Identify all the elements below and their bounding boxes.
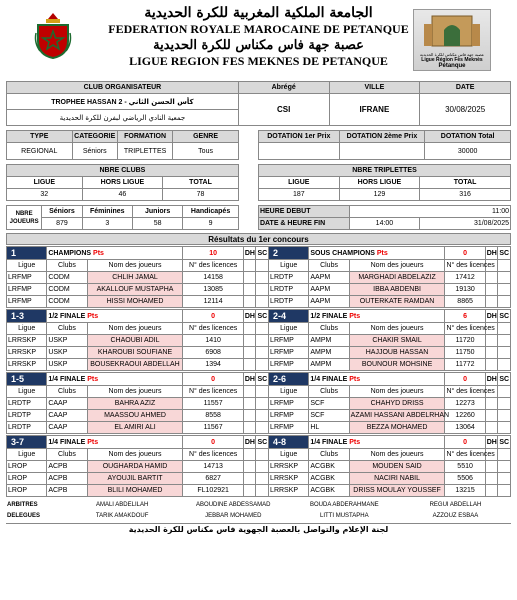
league-logo-text-fr: Ligue Région Fès Meknès [421,57,483,63]
player-licence: 11557 [183,398,243,410]
player-club: CAAP [47,422,87,434]
player-licence: 17412 [445,272,485,284]
player-club: ACGBK [309,485,349,497]
dotation-1-value [258,143,339,160]
col-licences: N° des licences [183,323,243,335]
footer-text: لجنة الإعلام والتواصل بالعصبة الجهوية فاس مكناس للكرة الحديدية [6,523,511,534]
player-name: MOUDEN SAID [349,461,445,473]
dh-label: DH [485,436,498,449]
match-rank: 3-7 [7,436,47,449]
delegue-1: TARIK AMAKDOUF [95,512,149,519]
player-licence: 12260 [445,410,485,422]
player-ligue: LRRSKP [7,347,47,359]
player-licence: 11720 [445,335,485,347]
player-name: EL AMIRI ALI [87,422,183,434]
sc-label: SC [256,436,269,449]
col-licences: N° des licences [183,449,243,461]
player-licence: 12114 [183,296,243,308]
player-ligue: LRDTP [269,272,309,284]
dh-label: DH [485,247,498,260]
match-phase: 1/2 FINALE Pts [47,310,183,323]
type-table [6,130,511,160]
dh-label: DH [243,436,256,449]
player-row [7,461,511,473]
player-name: BLILI MOHAMED [87,485,183,497]
date-label: DATE [420,82,511,94]
matches-container [6,246,511,497]
pts-label: Pts [376,249,388,257]
player-row [7,485,511,497]
player-row [7,296,511,308]
feminines-label: Féminines [82,206,132,218]
player-club: SCF [309,398,349,410]
date-fin-value: 31/08/2025 [420,218,511,230]
player-name: KHAROUBI SOUFIANE [87,347,183,359]
arbitre-3: BOUDA ABDERAHMANE [309,501,379,508]
match-block [6,246,511,308]
match-rank: 4-8 [269,436,309,449]
federation-name-ar: الجامعة الملكية المغربية للكرة الحديدية [144,5,373,21]
league-name-fr: LIGUE REGION FES MEKNES DE PETANQUE [129,54,388,68]
triplettes-hors-label: HORS LIGUE [339,177,420,189]
col-clubs: Clubs [309,386,349,398]
match-block [6,309,511,371]
player-club: USKP [47,359,87,371]
sc-label: SC [498,247,511,260]
arbitres-label: ARBITRES [7,501,38,508]
player-name: CHLIH JAMAL [87,272,183,284]
pts-label: Pts [349,312,361,320]
col-ligue: Ligue [269,323,309,335]
player-licence: 12273 [445,398,485,410]
player-club: AAPM [309,284,349,296]
player-ligue: LRDTP [7,422,47,434]
match-block [6,372,511,434]
formation-value: TRIPLETTES [117,143,172,160]
player-club: CODM [47,272,87,284]
dh-label: DH [243,247,256,260]
match-score: 6 [445,310,485,323]
match-score: 0 [445,436,485,449]
col-licences: N° des licences [445,449,485,461]
league-logo-text-petanque: Pétanque [438,63,466,69]
pts-label: Pts [87,375,99,383]
player-club: USKP [47,347,87,359]
triplettes-total-label: TOTAL [420,177,511,189]
player-ligue: LRFMP [269,410,309,422]
col-ligue: Ligue [7,449,47,461]
player-licence: 13085 [183,284,243,296]
arbitre-1: AMALI ABDELILAH [95,501,149,508]
clubs-table [6,164,511,201]
player-club: AMPM [309,335,349,347]
player-name: MAASSOU AHMED [87,410,183,422]
dh-label: DH [243,310,256,323]
nbre-joueurs-label: NBRE JOUEURS [7,206,42,230]
league-logo-icon [413,9,491,71]
player-club: ACPB [47,461,87,473]
match-rank: 1 [7,247,47,260]
sc-label: SC [498,436,511,449]
col-clubs: Clubs [309,323,349,335]
match-block [6,435,511,497]
organizer-table [6,81,511,126]
match-score: 0 [183,373,243,386]
player-name: NACIRI NABIL [349,473,445,485]
col-noms: Nom des joueurs [349,386,445,398]
col-noms: Nom des joueurs [349,449,445,461]
player-club: ACPB [47,485,87,497]
player-row [7,347,511,359]
player-club: SCF [309,410,349,422]
player-name: HAJJOUB HASSAN [349,347,445,359]
player-club: HL [309,422,349,434]
match-phase: CHAMPIONS Pts [47,247,183,260]
col-ligue: Ligue [7,386,47,398]
pts-label: Pts [349,438,361,446]
pts-label: Pts [349,375,361,383]
player-name: HISSI MOHAMED [87,296,183,308]
col-noms: Nom des joueurs [87,323,183,335]
sc-label: SC [498,310,511,323]
player-name: BAHRA AZIZ [87,398,183,410]
player-ligue: LRFMP [7,296,47,308]
club-name-ar: جمعية النادي الرياضي لبفرن للكرة الحديدية [7,110,239,126]
federation-logo-icon [34,11,72,59]
match-score: 0 [445,247,485,260]
delegue-3: LITTI MUSTAPHA [320,512,369,519]
seniors-value: 879 [42,218,82,230]
player-ligue: LRDTP [7,398,47,410]
player-club: USKP [47,335,87,347]
player-licence: 11567 [183,422,243,434]
match-rank: 2-6 [269,373,309,386]
col-noms: Nom des joueurs [87,386,183,398]
trophy-ar: كأس الحسن الثاني [128,97,194,106]
match-score: 0 [183,310,243,323]
player-row [7,335,511,347]
player-licence: 1394 [183,359,243,371]
sc-label: SC [256,373,269,386]
match-phase: SOUS CHAMPIONS Pts [309,247,445,260]
col-ligue: Ligue [269,449,309,461]
player-ligue: LRRSKP [269,461,309,473]
player-club: AAPM [309,272,349,284]
player-ligue: LRDTP [269,296,309,308]
clubs-total-label: TOTAL [163,177,239,189]
arbitre-4: REGUI ABDELLAH [429,501,482,508]
player-name: OUTERKATE RAMDAN [349,296,445,308]
player-ligue: LROP [7,473,47,485]
player-ligue: LRFMP [7,284,47,296]
col-licences: N° des licences [445,323,485,335]
player-name: BOUNOUR MOHSINE [349,359,445,371]
player-name: DRISS MOULAY YOUSSEF [349,485,445,497]
match-phase: 1/4 FINALE Pts [47,373,183,386]
pts-label: Pts [87,438,99,446]
player-name: BOUSEKRAOUI ABDELLAH [87,359,183,371]
player-licence: 6827 [183,473,243,485]
match-rank: 1-5 [7,373,47,386]
arbitre-2: ABOUDINE ABDESSAMAD [196,501,271,508]
clubs-total-value: 78 [163,189,239,201]
date-fin-label: DATE & HEURE FIN [258,218,349,230]
player-name: BEZZA MOHAMED [349,422,445,434]
player-ligue: LRFMP [7,272,47,284]
player-ligue: LRRSKP [269,473,309,485]
player-licence: 5506 [445,473,485,485]
dotation-2-value [339,143,425,160]
player-row [7,359,511,371]
handicapes-value: 9 [183,218,238,230]
player-name: CHAHYD DRISS [349,398,445,410]
dh-label: DH [485,373,498,386]
player-ligue: LROP [7,461,47,473]
player-ligue: LRRSKP [269,485,309,497]
player-club: CAAP [47,398,87,410]
player-club: AAPM [309,296,349,308]
player-name: AZAMI HASSANI ABDELRHAN [349,410,445,422]
player-ligue: LRFMP [269,398,309,410]
player-name: IBBA ABDENBI [349,284,445,296]
delegue-4: AZZOUZ ESBAA [432,512,479,519]
player-licence: 11772 [445,359,485,371]
juniors-label: Juniors [132,206,182,218]
player-name: AKALLOUF MUSTAPHA [87,284,183,296]
player-club: CODM [47,284,87,296]
abrege-label: Abrégé [238,82,329,94]
col-ligue: Ligue [269,260,309,272]
player-club: AMPM [309,347,349,359]
trophy-name: TROPHEE HASSAN 2 - كأس الحسن الثاني [7,94,239,110]
col-clubs: Clubs [47,386,87,398]
player-name: AYOUJIL BARTIT [87,473,183,485]
player-club: ACPB [47,473,87,485]
triplettes-ligue-value: 187 [258,189,339,201]
player-ligue: LRDTP [7,410,47,422]
handicapes-label: Handicapés [183,206,238,218]
player-row [7,422,511,434]
player-ligue: LRFMP [269,422,309,434]
player-licence: FL102921 [183,485,243,497]
col-licences: N° des licences [183,260,243,272]
pts-label: Pts [87,312,99,320]
results-title: Résultats du 1er concours [6,233,511,245]
ville-label: VILLE [329,82,420,94]
delegue-2: JEBBAR MOHAMED [205,512,262,519]
juniors-value: 58 [132,218,182,230]
player-name: MARGHADI ABDELAZIZ [349,272,445,284]
date-value: 30/08/2025 [420,94,511,126]
col-noms: Nom des joueurs [87,260,183,272]
nbre-clubs-label: NBRE CLUBS [7,165,239,177]
col-noms: Nom des joueurs [349,323,445,335]
formation-label: FORMATION [117,131,172,143]
header [6,5,511,81]
sc-label: SC [498,373,511,386]
player-ligue: LRFMP [269,347,309,359]
match-score: 0 [445,373,485,386]
triplettes-ligue-label: LIGUE [258,177,339,189]
col-licences: N° des licences [445,260,485,272]
dotation-total-label: DOTATION Total [425,131,511,143]
player-licence: 8865 [445,296,485,308]
match-score: 0 [183,436,243,449]
col-clubs: Clubs [309,449,349,461]
player-club: ACGBK [309,461,349,473]
col-clubs: Clubs [309,260,349,272]
player-ligue: LROP [7,485,47,497]
type-label: TYPE [7,131,73,143]
player-row [7,398,511,410]
player-name: OUGHARDA HAMID [87,461,183,473]
federation-name-fr: FEDERATION ROYALE MAROCAINE DE PETANQUE [108,22,409,36]
categorie-value: Séniors [72,143,117,160]
dotation-total-value: 30000 [425,143,511,160]
genre-label: GENRE [173,131,239,143]
match-phase: 1/4 FINALE Pts [47,436,183,449]
col-ligue: Ligue [7,323,47,335]
player-row [7,410,511,422]
player-row [7,473,511,485]
triplettes-hors-value: 129 [339,189,420,201]
player-club: CODM [47,296,87,308]
heure-debut-value: 11:00 [420,206,511,218]
col-clubs: Clubs [47,260,87,272]
player-licence: 14158 [183,272,243,284]
col-clubs: Clubs [47,449,87,461]
type-value: REGIONAL [7,143,73,160]
col-noms: Nom des joueurs [349,260,445,272]
match-phase: 1/4 FINALE Pts [309,373,445,386]
trophy-fr: TROPHEE HASSAN 2 [51,98,123,106]
clubs-hors-value: 46 [82,189,163,201]
categorie-label: CATEGORIE [72,131,117,143]
heure-fin-value: 14:00 [349,218,420,230]
col-clubs: Clubs [47,323,87,335]
col-ligue: Ligue [269,386,309,398]
triplettes-total-value: 316 [420,189,511,201]
player-row [7,284,511,296]
player-licence: 13064 [445,422,485,434]
match-rank: 2-4 [269,310,309,323]
col-licences: N° des licences [183,386,243,398]
abrege-value: CSI [238,94,329,126]
col-ligue: Ligue [7,260,47,272]
clubs-ligue-value: 32 [7,189,83,201]
player-name: CHAKIR SMAIL [349,335,445,347]
player-club: AMPM [309,359,349,371]
player-licence: 5510 [445,461,485,473]
league-name-ar: عصبة جهة فاس مكناس للكرة الحديدية [153,38,364,53]
player-ligue: LRRSKP [7,359,47,371]
match-phase: 1/4 FINALE Pts [309,436,445,449]
feminines-value: 3 [82,218,132,230]
player-club: CAAP [47,410,87,422]
player-ligue: LRFMP [269,359,309,371]
dotation-1-label: DOTATION 1er Prix [258,131,339,143]
player-row [7,272,511,284]
ville-value: IFRANE [329,94,420,126]
player-licence: 11750 [445,347,485,359]
genre-value: Tous [173,143,239,160]
clubs-ligue-label: LIGUE [7,177,83,189]
dotation-2-label: DOTATION 2ème Prix [339,131,425,143]
player-ligue: LRFMP [269,335,309,347]
match-rank: 1-3 [7,310,47,323]
joueurs-table [6,205,511,230]
match-rank: 2 [269,247,309,260]
officials-table [6,499,511,521]
seniors-label: Séniors [42,206,82,218]
clubs-hors-label: HORS LIGUE [82,177,163,189]
player-licence: 6908 [183,347,243,359]
club-organisateur-label: CLUB ORGANISATEUR [7,82,239,94]
player-name: CHAOUBI ADIL [87,335,183,347]
player-licence: 13215 [445,485,485,497]
nbre-triplettes-label: NBRE TRIPLETTES [258,165,510,177]
pts-label: Pts [93,249,104,257]
col-noms: Nom des joueurs [87,449,183,461]
heure-debut-label: HEURE DEBUT [258,206,349,218]
delegues-label: DELEGUES [7,512,41,519]
player-licence: 19130 [445,284,485,296]
col-licences: N° des licences [445,386,485,398]
dh-label: DH [485,310,498,323]
player-club: ACGBK [309,473,349,485]
dh-label: DH [243,373,256,386]
sc-label: SC [256,310,269,323]
player-ligue: LRRSKP [7,335,47,347]
match-score: 10 [183,247,243,260]
player-licence: 14713 [183,461,243,473]
player-ligue: LRDTP [269,284,309,296]
match-phase: 1/2 FINALE Pts [309,310,445,323]
league-logo-text-ar: عصبة جهة فاس مكناس للكرة الحديدية [419,52,485,57]
sc-label: SC [256,247,269,260]
player-licence: 1410 [183,335,243,347]
player-licence: 8558 [183,410,243,422]
